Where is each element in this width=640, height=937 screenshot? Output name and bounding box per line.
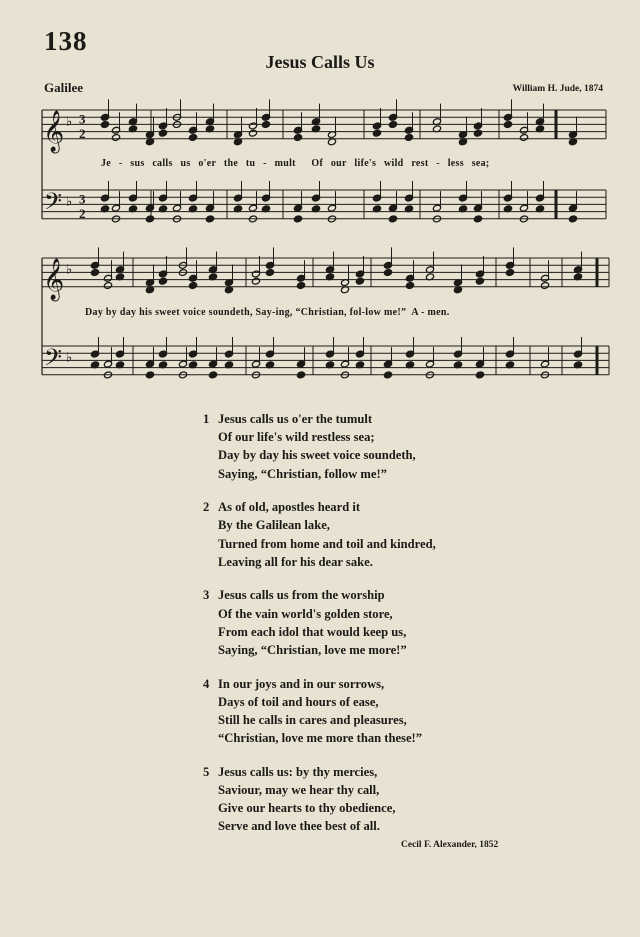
note-head xyxy=(404,134,413,142)
tune-name: Galilee xyxy=(44,80,83,95)
note-head xyxy=(293,215,302,223)
note-head xyxy=(296,282,305,290)
note-head xyxy=(405,282,414,290)
verse-number: 5 xyxy=(203,764,210,779)
note-head xyxy=(265,269,274,277)
verse-line: Days of toil and hours of ease, xyxy=(218,694,379,709)
verse-number: 4 xyxy=(203,676,210,691)
bass-clef-icon: 𝄢 xyxy=(44,187,63,221)
verse xyxy=(203,586,436,659)
verse xyxy=(203,763,436,836)
verse-line: Saying, “Christian, love me more!” xyxy=(218,643,407,658)
staff-lines xyxy=(42,110,609,375)
bass-clef-icon: 𝄢 xyxy=(44,343,63,377)
note-head xyxy=(188,282,197,290)
verse xyxy=(203,675,436,748)
time-signature-top: 3 xyxy=(79,191,86,207)
verse-line: Give our hearts to thy obedience, xyxy=(218,801,396,816)
verse-line: 3 Jesus calls us from the worship xyxy=(203,586,436,604)
note-head xyxy=(475,371,484,379)
note-head xyxy=(540,282,549,290)
treble-clef-icon: 𝄞 xyxy=(43,110,65,152)
note-head xyxy=(111,134,120,142)
note-head xyxy=(145,215,154,223)
verse-number: 2 xyxy=(203,500,210,515)
note-head xyxy=(90,269,99,277)
verse-line: Serve and love thee best of all. xyxy=(218,819,380,834)
verse-line: By the Galilean lake, xyxy=(218,518,330,533)
note-head xyxy=(188,134,197,142)
note-head xyxy=(473,129,482,137)
time-signature-bottom: 2 xyxy=(79,205,86,221)
verse-line: Leaving all for his dear sake. xyxy=(218,554,373,569)
notes xyxy=(90,99,582,379)
note-head xyxy=(251,277,260,285)
note-head xyxy=(103,282,112,290)
verse-line: 5 Jesus calls us: by thy mercies, xyxy=(203,763,436,781)
verse-line: Of our life's wild restless sea; xyxy=(218,430,375,445)
flat-sign: ♭ xyxy=(66,194,73,210)
note-head xyxy=(296,371,305,379)
note-head xyxy=(248,129,257,137)
note-head xyxy=(355,277,364,285)
note-head xyxy=(388,121,397,129)
verse-line: 1 Jesus calls us o'er the tumult xyxy=(203,410,436,428)
flat-sign: ♭ xyxy=(66,350,73,366)
note-head xyxy=(293,134,302,142)
note-head xyxy=(383,269,392,277)
treble-clef-icon: 𝄞 xyxy=(43,258,65,300)
note-head xyxy=(475,277,484,285)
verse-line: Turned from home and toil and kindred, xyxy=(218,536,436,551)
verse-line: Saviour, may we hear thy call, xyxy=(218,783,380,798)
note-head xyxy=(568,215,577,223)
time-signature-top: 3 xyxy=(79,111,86,127)
flat-sign: ♭ xyxy=(66,262,73,278)
note-head xyxy=(158,277,167,285)
hymn-title: Jesus Calls Us xyxy=(265,52,375,72)
verse-line: 2 As of old, apostles heard it xyxy=(203,498,436,516)
note-head xyxy=(158,129,167,137)
note-head xyxy=(100,121,109,129)
verse-line: Of the vain world's golden store, xyxy=(218,606,393,621)
note-head xyxy=(145,371,154,379)
verse-line: From each idol that would keep us, xyxy=(218,624,407,639)
verse-line: 4 In our joys and in our sorrows, xyxy=(203,675,436,693)
note-head xyxy=(503,121,512,129)
note-head xyxy=(519,134,528,142)
verse xyxy=(203,410,436,483)
verse-number: 3 xyxy=(203,588,210,603)
author-credit: Cecil F. Alexander, 1852 xyxy=(401,840,499,850)
underlay-line-1: Je - sus calls us o'er the tu - mult Of our life's wild rest - less sea; xyxy=(101,158,490,169)
note-head xyxy=(372,129,381,137)
verse-line: Day by day his sweet voice soundeth, xyxy=(218,448,416,463)
note-head xyxy=(205,215,214,223)
composer-credit: William H. Jude, 1874 xyxy=(512,84,603,94)
underlay-line-2: Day by day his sweet voice soundeth, Say-ing, “Christian, fol-low me!” A - men. xyxy=(85,307,450,318)
time-signature-bottom: 2 xyxy=(79,125,86,141)
note-head xyxy=(208,371,217,379)
note-head xyxy=(473,215,482,223)
verse-line: Saying, “Christian, follow me!” xyxy=(218,466,387,481)
clefs xyxy=(43,110,86,377)
verse xyxy=(203,498,436,571)
note-head xyxy=(388,215,397,223)
page-number: 138 xyxy=(44,26,88,56)
note-head xyxy=(505,269,514,277)
verse-line: “Christian, love me more than these!” xyxy=(218,731,423,746)
flat-sign: ♭ xyxy=(66,114,73,130)
verses xyxy=(203,410,436,851)
verse-line: Still he calls in cares and pleasures, xyxy=(218,713,407,728)
note-head xyxy=(261,121,270,129)
verse-number: 1 xyxy=(203,412,210,426)
note-head xyxy=(383,371,392,379)
music-score xyxy=(0,0,640,400)
